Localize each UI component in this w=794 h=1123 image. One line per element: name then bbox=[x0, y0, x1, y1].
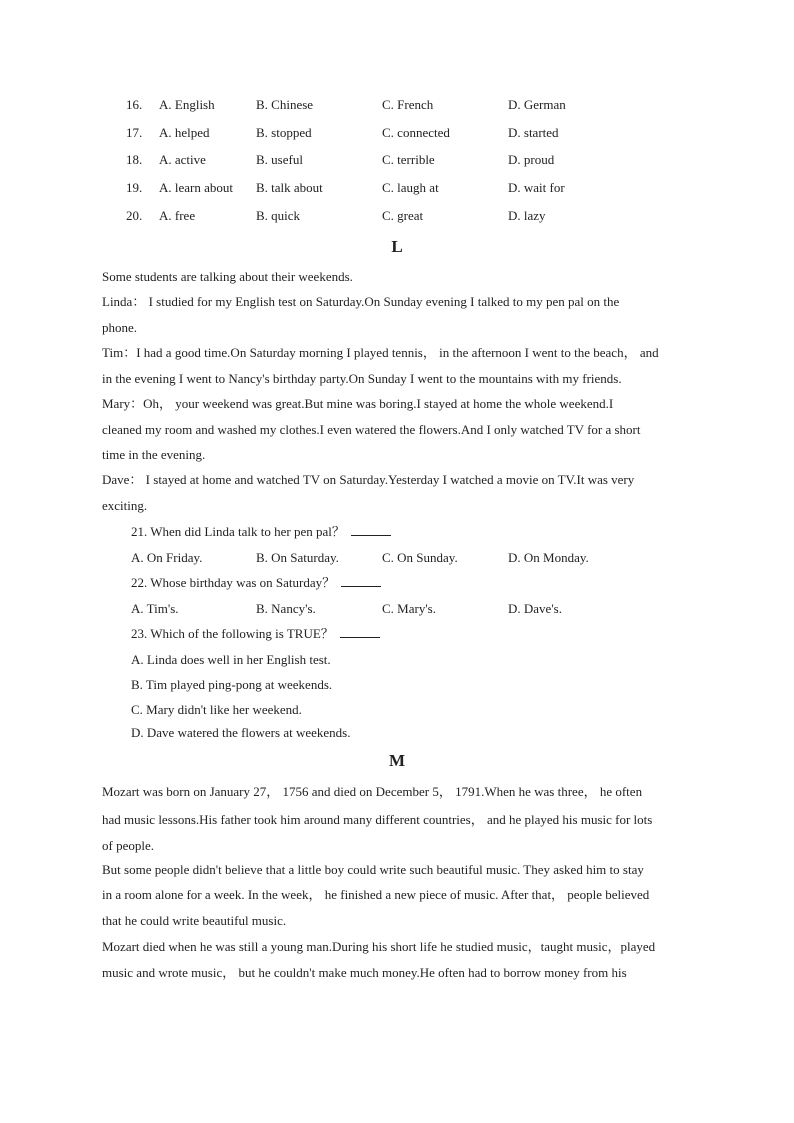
passage-m-line-8: music and wrote music， but he couldn't make much money.He often had to borrow money from his bbox=[102, 965, 627, 980]
passage-m-line-3: of people. bbox=[102, 838, 154, 853]
option-b: B. Tim played ping-pong at weekends. bbox=[131, 677, 333, 692]
answer-blank[interactable] bbox=[340, 625, 380, 638]
answer-row-21 bbox=[0, 548, 794, 568]
passage-m-line-5: in a room alone for a week. In the week， he finished a new piece of music. After that， people believed bbox=[102, 887, 650, 902]
passage-m-line-1: Mozart was born on January 27， 1756 and died on December 5， 1791.When he was three， he often bbox=[102, 784, 643, 799]
question-text: 22. Whose birthday was on Saturday？ bbox=[131, 575, 336, 590]
option-c: C. laugh at bbox=[382, 180, 439, 195]
option-a: A. Tim's. bbox=[131, 601, 179, 616]
section-heading-l: L bbox=[391, 237, 403, 256]
question-number: 16. bbox=[126, 97, 143, 112]
option-a: A. helped bbox=[159, 125, 210, 140]
option-d: D. started bbox=[508, 125, 559, 140]
passage-line-mary-2: cleaned my room and washed my clothes.I even watered the flowers.And I only watched TV for a short bbox=[102, 422, 641, 437]
passage-line-mary-1: Mary：Oh， your weekend was great.But mine was boring.I stayed at home the whole weekend.I bbox=[102, 396, 614, 411]
option-row-18 bbox=[0, 150, 794, 170]
passage-line-mary-3: time in the evening. bbox=[102, 447, 206, 462]
option-row-20 bbox=[0, 206, 794, 226]
question-number: 20. bbox=[126, 208, 143, 223]
passage-line-linda-1: Linda： I studied for my English test on Saturday.On Sunday evening I talked to my pen pal on the bbox=[102, 294, 620, 309]
option-d: D. German bbox=[508, 97, 566, 112]
question-22 bbox=[131, 573, 381, 593]
question-number: 17. bbox=[126, 125, 143, 140]
question-text: 23. Which of the following is TRUE？ bbox=[131, 626, 334, 641]
option-a: A. Linda does well in her English test. bbox=[131, 652, 331, 667]
question-number: 19. bbox=[126, 180, 143, 195]
option-c: C. On Sunday. bbox=[382, 550, 458, 565]
option-c: C. terrible bbox=[382, 152, 435, 167]
question-number: 18. bbox=[126, 152, 143, 167]
passage-m-line-4: But some people didn't believe that a little boy could write such beautiful music. They asked him to stay bbox=[102, 862, 644, 877]
option-b: B. Chinese bbox=[256, 97, 314, 112]
option-c: C. connected bbox=[382, 125, 450, 140]
passage-line-tim-2: in the evening I went to Nancy's birthday party.On Sunday I went to the mountains with my friends. bbox=[102, 371, 622, 386]
option-c: C. Mary's. bbox=[382, 601, 436, 616]
option-b: B. On Saturday. bbox=[256, 550, 339, 565]
passage-line-dave-2: exciting. bbox=[102, 498, 148, 513]
option-row-19 bbox=[0, 178, 794, 198]
question-text: 21. When did Linda talk to her pen pal？ bbox=[131, 524, 345, 539]
option-d: D. Dave's. bbox=[508, 601, 562, 616]
option-c: C. great bbox=[382, 208, 424, 223]
answer-row-22 bbox=[0, 599, 794, 619]
option-d: D. wait for bbox=[508, 180, 565, 195]
option-d: D. Dave watered the flowers at weekends. bbox=[131, 725, 351, 740]
passage-m-line-7: Mozart died when he was still a young man.During his short life he studied music，taught music，played bbox=[102, 939, 656, 954]
option-c: C. French bbox=[382, 97, 434, 112]
answer-blank[interactable] bbox=[351, 523, 391, 536]
question-21 bbox=[131, 522, 391, 542]
option-b: B. stopped bbox=[256, 125, 312, 140]
option-a: A. On Friday. bbox=[131, 550, 203, 565]
option-b: B. quick bbox=[256, 208, 301, 223]
passage-m-line-6: that he could write beautiful music. bbox=[102, 913, 287, 928]
option-row-16 bbox=[0, 95, 794, 115]
option-d: D. On Monday. bbox=[508, 550, 589, 565]
passage-intro: Some students are talking about their weekends. bbox=[102, 269, 353, 284]
option-a: A. English bbox=[159, 97, 215, 112]
passage-m-line-2: had music lessons.His father took him around many different countries， and he played his music for lots bbox=[102, 812, 653, 827]
option-b: B. talk about bbox=[256, 180, 323, 195]
option-d: D. lazy bbox=[508, 208, 546, 223]
option-a: A. learn about bbox=[159, 180, 234, 195]
question-23 bbox=[131, 624, 380, 644]
option-a: A. active bbox=[159, 152, 206, 167]
passage-line-dave-1: Dave： I stayed at home and watched TV on Saturday.Yesterday I watched a movie on TV.It was very bbox=[102, 472, 635, 487]
option-b: B. useful bbox=[256, 152, 303, 167]
option-c: C. Mary didn't like her weekend. bbox=[131, 702, 302, 717]
option-row-17 bbox=[0, 123, 794, 143]
option-a: A. free bbox=[159, 208, 196, 223]
option-b: B. Nancy's. bbox=[256, 601, 316, 616]
passage-line-linda-2: phone. bbox=[102, 320, 138, 335]
passage-line-tim-1: Tim：I had a good time.On Saturday morning I played tennis， in the afternoon I went to the beach， and bbox=[102, 345, 659, 360]
section-heading-m: M bbox=[388, 751, 406, 770]
option-d: D. proud bbox=[508, 152, 555, 167]
answer-blank[interactable] bbox=[341, 574, 381, 587]
